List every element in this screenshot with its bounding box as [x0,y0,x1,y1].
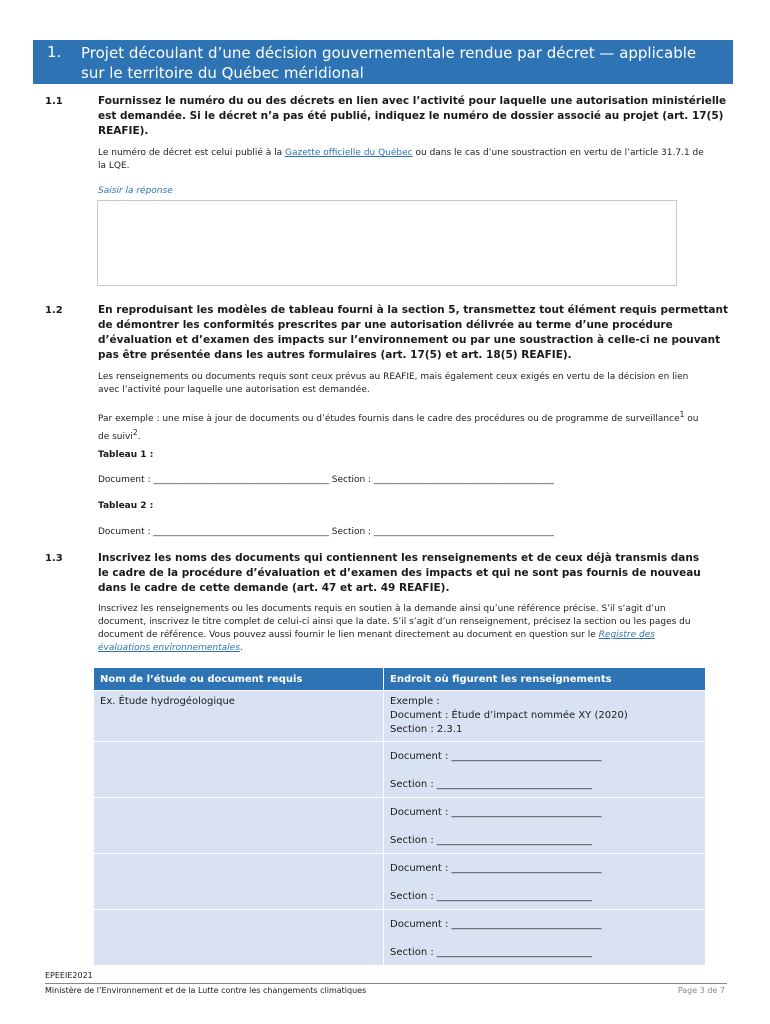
gazette-link[interactable]: Gazette officielle du Québec [285,148,413,158]
location-cell[interactable] [384,854,706,910]
para2-text-a: Par exemple : une mise à jour de documents ou d’études fournis dans le cadre des procédures ou de programme de surveillance [98,414,680,424]
note-1-1-before: Le numéro de décret est celui publié à la [98,148,286,158]
table-row [94,798,706,854]
location-cell[interactable] [384,798,706,854]
table-row [94,910,706,966]
document-name-cell[interactable] [94,742,384,798]
document-fill[interactable]: Document : ______________________________ [390,919,602,930]
paragraph-1-3 [98,603,708,655]
table-header-row [94,668,706,691]
form-code: EPEEIE2021 [45,971,93,980]
section-fill[interactable]: Section : _______________________________ [390,779,592,790]
section-title [81,43,696,84]
footnote-ref-2: 2 [132,428,138,437]
para-1-3-text: Inscrivez les renseignements ou les documents requis en soutien à la demande ainsi qu’une référence précise. S’il s’agit d’un document, inscrivez le titre complet de celui-ci ainsi que la date. S’il s’agit d’un renseignement, précisez la section ou les pages du document de référence. Vous pouvez aussi fournir le lien menant directement au document en question sur le [98,604,691,640]
column-header-document: Nom de l’étude ou document requis [94,668,384,691]
location-cell[interactable] [384,910,706,966]
column-header-location: Endroit où figurent les renseignements [384,668,706,691]
example-line-1: Exemple : [390,696,440,707]
registre-link[interactable]: Registre des évaluations environnementales [98,630,655,653]
document-name-cell[interactable] [94,798,384,854]
section-fill[interactable]: Section : _______________________________ [390,891,592,902]
footer-divider [45,983,727,984]
section-number: 1. [47,43,62,61]
ministry-name: Ministère de l’Environnement et de la Lutte contre les changements climatiques [45,986,367,995]
section-title-line1: Projet découlant d’une décision gouvernementale rendue par décret — applicable [81,44,697,62]
example-document-cell: Ex. Étude hydrogéologique [94,691,384,742]
section-title-line2: sur le territoire du Québec méridional [81,64,364,82]
location-cell[interactable] [384,742,706,798]
page-number: Page 3 de 7 [677,986,725,995]
section-header [33,40,733,84]
document-fill[interactable]: Document : ______________________________ [390,863,602,874]
table-row-example [94,691,706,742]
question-1-3: Inscrivez les noms des documents qui contiennent les renseignements et de ceux déjà transmis dans le cadre de la procédure d’évaluation et d’examen des impacts et qui ne sont pas fournis de nouveau dans le cadre de cette demande (art. 47 et art. 49 REAFIE). [98,552,701,594]
para2-text-c: . [137,432,141,442]
document-fill[interactable]: Document : ______________________________ [390,751,602,762]
answer-field[interactable] [97,200,677,286]
question-number-1-3: 1.3 [45,553,63,564]
table-row [94,854,706,910]
table-1-fill[interactable]: Document : _______________________________________ Section : ________________________________________ [98,475,554,485]
para-1-3-end: . [239,643,243,653]
documents-table [93,667,706,966]
example-location-cell [384,691,706,742]
paragraph-1-2-a: Les renseignements ou documents requis sont ceux prévus au REAFIE, mais également ceux exigés en vertu de la décision en lien avec l’activité pour laquelle une autorisation est demandée. [98,372,689,395]
table-2-fill[interactable]: Document : _______________________________________ Section : ________________________________________ [98,527,554,537]
example-line-2: Document : Étude d’impact nommée XY (2020) [390,710,628,721]
document-fill[interactable]: Document : ______________________________ [390,807,602,818]
paragraph-1-2-b [98,408,708,444]
question-1-1: Fournissez le numéro du ou des décrets en lien avec l’activité pour laquelle une autorisation ministérielle est demandée. Si le décret n’a pas été publié, indiquez le numéro de dossier associé au projet (art. 17(5) REAFIE). [98,95,727,137]
document-name-cell[interactable] [94,910,384,966]
question-number-1-2: 1.2 [45,305,63,316]
section-fill[interactable]: Section : _______________________________ [390,947,592,958]
section-fill[interactable]: Section : _______________________________ [390,835,592,846]
answer-placeholder: Saisir la réponse [98,186,173,196]
para2-text-b: ou de suivi [98,414,699,442]
example-line-3: Section : 2.3.1 [390,724,463,735]
note-1-1 [98,147,708,173]
question-number-1-1: 1.1 [45,96,63,107]
table-2-label: Tableau 2 : [98,501,154,511]
table-1-label: Tableau 1 : [98,450,154,460]
document-name-cell[interactable] [94,854,384,910]
table-row [94,742,706,798]
footnote-ref-1: 1 [679,410,685,419]
question-1-2: En reproduisant les modèles de tableau fourni à la section 5, transmettez tout élément requis permettant de démontrer les conformités prescrites par une autorisation délivrée au terme d’une procédure d’évaluation et d’examen des impacts sur l’environnement ou par une soustraction à celle-ci ne pouvant pas être présentée dans les autres formulaires (art. 17(5) et art. 18(5) REAFIE). [98,304,728,361]
note-1-1-after: ou dans le cas d’une soustraction en vertu de l’article 31.7.1 de la LQE. [98,148,704,171]
